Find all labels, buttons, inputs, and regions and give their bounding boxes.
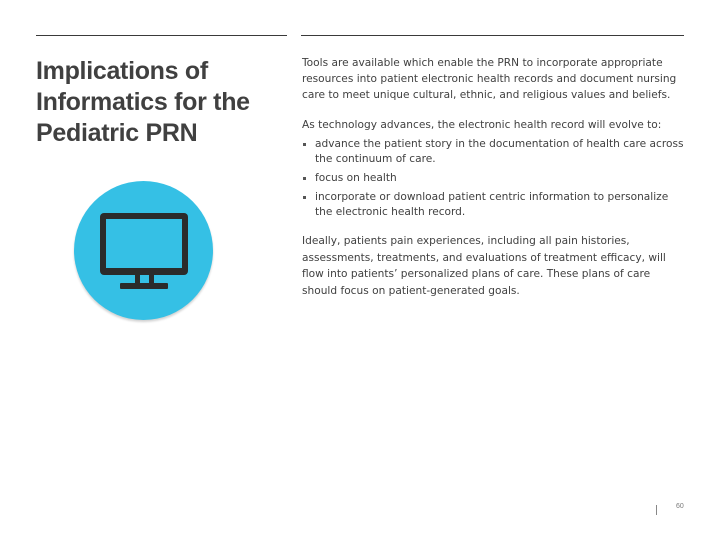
bullet-item: incorporate or download patient centric information to personalize the electronic health record.	[302, 190, 687, 220]
left-divider	[36, 35, 287, 36]
bullet-list	[302, 137, 687, 220]
paragraph-pain-experiences: Ideally, patients pain experiences, including all pain histories, assessments, treatments, and evaluations of treatment efficacy, will flow into patients’ personalized plans of care. These plans of care should focus on patient-generated goals.	[302, 235, 666, 297]
bullet-item: advance the patient story in the documentation of health care across the continuum of care.	[302, 137, 687, 167]
paragraph-technology: As technology advances, the electronic health record will evolve to:	[302, 119, 662, 131]
right-divider	[301, 35, 684, 36]
slide-body	[302, 55, 687, 299]
bullet-item: focus on health	[302, 171, 687, 186]
footer-divider	[656, 505, 657, 515]
computer-monitor-icon	[74, 181, 213, 320]
slide-title: Implications of Informatics for the Pediatric PRN	[36, 57, 250, 147]
paragraph-tools: Tools are available which enable the PRN to incorporate appropriate resources into patient electronic health records and document nursing care to meet unique cultural, ethnic, and religious values and beliefs.	[302, 57, 677, 101]
page-number: 60	[676, 503, 684, 510]
monitor-icon-badge	[74, 181, 213, 320]
